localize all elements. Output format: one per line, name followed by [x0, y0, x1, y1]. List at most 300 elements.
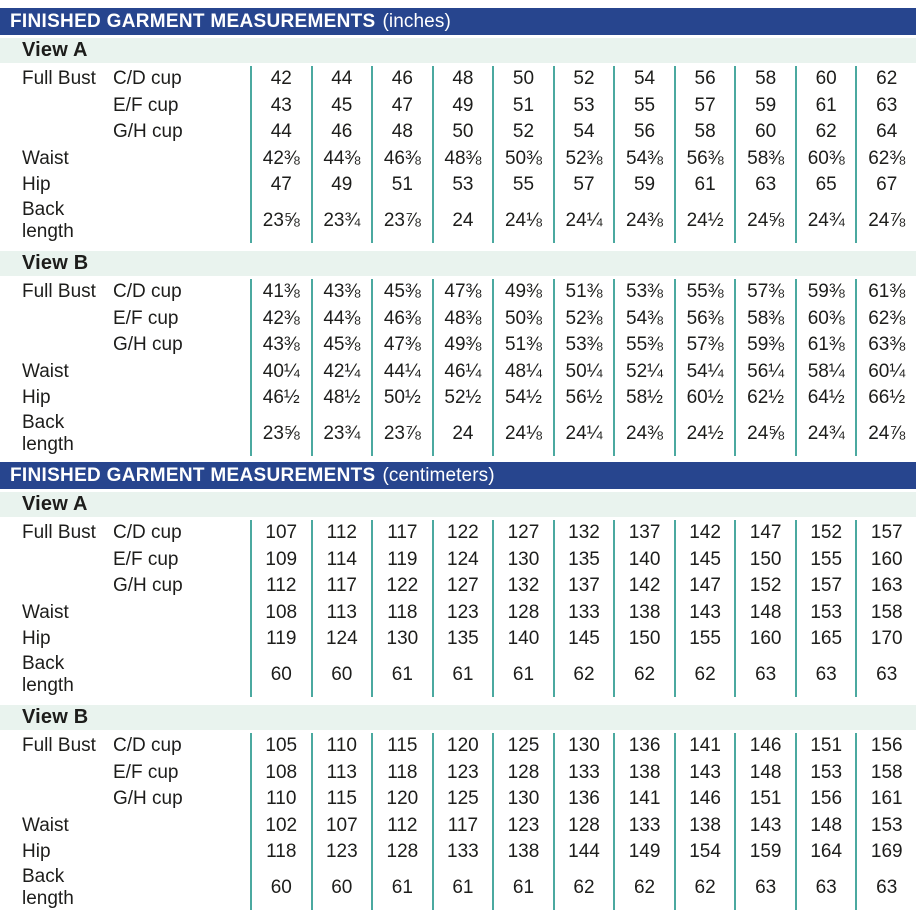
measurement-value: 56½: [553, 385, 614, 412]
row-label: [0, 760, 113, 787]
table-row: [0, 332, 916, 359]
table-row: [0, 865, 916, 909]
measurement-value: 127: [432, 573, 493, 600]
measurement-value: 23¾: [311, 412, 372, 456]
measurement-value: 62: [553, 866, 614, 910]
measurement-value: 47⅜: [371, 332, 432, 359]
measurement-value: 62: [674, 866, 735, 910]
table-row: [0, 733, 916, 760]
measurement-value: 141: [674, 733, 735, 760]
table-row: [0, 839, 916, 866]
section-title: FINISHED GARMENT MEASUREMENTS: [10, 464, 376, 486]
measurement-value: 107: [250, 520, 311, 547]
measurement-value: 62: [674, 653, 735, 697]
measurement-value: 61: [371, 653, 432, 697]
measurement-value: 56¼: [734, 359, 795, 386]
measurement-value: 55: [613, 93, 674, 120]
measurement-value: 61: [492, 653, 553, 697]
section-views: [0, 492, 916, 909]
row-sublabel: [113, 626, 250, 653]
measurement-value: 24¼: [553, 199, 614, 243]
measurement-value: 140: [613, 547, 674, 574]
measurement-value: 152: [795, 520, 856, 547]
measurement-value: 128: [492, 760, 553, 787]
section-title: FINISHED GARMENT MEASUREMENTS: [10, 10, 376, 32]
measurement-value: 160: [734, 626, 795, 653]
table-row: [0, 600, 916, 627]
measurement-value: 51: [371, 172, 432, 199]
measurement-value: 48: [432, 66, 493, 93]
measurement-value: 163: [855, 573, 916, 600]
measurement-value: 51: [492, 93, 553, 120]
row-sublabel: [113, 172, 250, 199]
measurement-value: 119: [250, 626, 311, 653]
measurement-value: 108: [250, 760, 311, 787]
measurement-value: 130: [492, 786, 553, 813]
measurement-value: 24⅞: [855, 412, 916, 456]
measurement-value: 41⅜: [250, 279, 311, 306]
measurement-value: 156: [855, 733, 916, 760]
measurement-value: 60: [250, 653, 311, 697]
measurement-value: 151: [734, 786, 795, 813]
row-label: Hip: [22, 174, 51, 196]
measurement-value: 55⅜: [613, 332, 674, 359]
measurement-value: 63: [734, 866, 795, 910]
measurement-value: 60⅜: [795, 306, 856, 333]
measurement-value: 50⅜: [492, 306, 553, 333]
measurement-value: 161: [855, 786, 916, 813]
measurement-value: 118: [371, 600, 432, 627]
row-label: Back length: [22, 865, 74, 909]
measurement-value: 117: [311, 573, 372, 600]
measurement-value: 24⅜: [613, 412, 674, 456]
row-label: Full Bust: [22, 281, 96, 303]
measurement-value: 128: [553, 813, 614, 840]
row-sublabel: C/D cup: [113, 522, 182, 544]
measurement-value: 24: [432, 412, 493, 456]
measurement-value: 52: [492, 119, 553, 146]
measurement-value: 63: [855, 866, 916, 910]
measurement-value: 115: [371, 733, 432, 760]
measurement-value: 63: [795, 653, 856, 697]
measurement-value: 130: [371, 626, 432, 653]
table-row: [0, 359, 916, 386]
measurement-value: 120: [371, 786, 432, 813]
measurement-value: 24¼: [553, 412, 614, 456]
measurement-value: 156: [795, 786, 856, 813]
row-label: Hip: [22, 628, 51, 650]
measurement-value: 56: [613, 119, 674, 146]
measurement-value: 128: [371, 839, 432, 866]
measurement-value: 60½: [674, 385, 735, 412]
measurement-value: 49⅜: [492, 279, 553, 306]
measurement-value: 64½: [795, 385, 856, 412]
measurement-value: 59⅜: [795, 279, 856, 306]
measurement-value: 158: [855, 760, 916, 787]
measurement-value: 132: [492, 573, 553, 600]
measurement-value: 60: [734, 119, 795, 146]
table-row: [0, 786, 916, 813]
measurement-value: 44¼: [371, 359, 432, 386]
measurement-value: 157: [795, 573, 856, 600]
measurement-value: 112: [250, 573, 311, 600]
measurement-value: 135: [432, 626, 493, 653]
measurement-value: 147: [734, 520, 795, 547]
measurement-value: 43⅜: [311, 279, 372, 306]
table-row: [0, 306, 916, 333]
row-label: Back length: [22, 198, 74, 242]
row-sublabel: G/H cup: [113, 121, 183, 143]
measurement-value: 54: [553, 119, 614, 146]
measurement-value: 56: [674, 66, 735, 93]
measurement-value: 155: [795, 547, 856, 574]
measurement-value: 124: [311, 626, 372, 653]
row-label: [0, 573, 113, 600]
measurement-value: 57: [674, 93, 735, 120]
section-views: [0, 38, 916, 455]
measurement-value: 112: [311, 520, 372, 547]
measurement-value: 133: [553, 600, 614, 627]
measurement-value: 153: [795, 760, 856, 787]
measurement-value: 59: [613, 172, 674, 199]
measurement-value: 45: [311, 93, 372, 120]
measurement-value: 124: [432, 547, 493, 574]
measurement-value: 50⅜: [492, 146, 553, 173]
section-unit-label: (inches): [382, 10, 451, 32]
measurement-value: 57⅜: [734, 279, 795, 306]
measurement-value: 63: [734, 172, 795, 199]
measurement-value: 153: [795, 600, 856, 627]
measurement-value: 115: [311, 786, 372, 813]
measurement-value: 44⅜: [311, 306, 372, 333]
measurement-value: 24⅛: [492, 412, 553, 456]
measurement-value: 158: [855, 600, 916, 627]
measurement-value: 140: [492, 626, 553, 653]
measurement-value: 117: [371, 520, 432, 547]
row-sublabel: [113, 146, 250, 173]
measurement-value: 123: [311, 839, 372, 866]
measurement-value: 55⅜: [674, 279, 735, 306]
measurement-value: 45⅜: [311, 332, 372, 359]
measurement-value: 125: [492, 733, 553, 760]
measurement-value: 54⅜: [613, 146, 674, 173]
table-row: [0, 520, 916, 547]
measurement-value: 60: [795, 66, 856, 93]
measurement-value: 150: [613, 626, 674, 653]
measurement-value: 59: [734, 93, 795, 120]
measurement-value: 122: [371, 573, 432, 600]
row-label: Waist: [22, 147, 69, 169]
row-label: Full Bust: [22, 735, 96, 757]
row-sublabel: [113, 385, 250, 412]
measurement-value: 160: [855, 547, 916, 574]
measurement-value: 58½: [613, 385, 674, 412]
measurement-value: 66½: [855, 385, 916, 412]
measurement-value: 62½: [734, 385, 795, 412]
measurement-value: 109: [250, 547, 311, 574]
measurement-value: 118: [371, 760, 432, 787]
measurement-value: 48⅜: [432, 306, 493, 333]
measurement-value: 164: [795, 839, 856, 866]
row-sublabel: [113, 866, 250, 910]
row-sublabel: [113, 839, 250, 866]
measurement-value: 122: [432, 520, 493, 547]
measurement-value: 152: [734, 573, 795, 600]
measurement-value: 42: [250, 66, 311, 93]
table-row: [0, 385, 916, 412]
measurement-value: 42¼: [311, 359, 372, 386]
measurement-table: [0, 276, 916, 455]
measurement-value: 56⅜: [674, 146, 735, 173]
measurement-value: 64: [855, 119, 916, 146]
measurement-value: 43: [250, 93, 311, 120]
table-row: [0, 172, 916, 199]
measurement-value: 150: [734, 547, 795, 574]
measurement-value: 62: [795, 119, 856, 146]
measurement-value: 117: [432, 813, 493, 840]
row-sublabel: [113, 813, 250, 840]
measurement-value: 58: [734, 66, 795, 93]
measurement-value: 52: [553, 66, 614, 93]
table-row: [0, 411, 916, 455]
measurement-value: 23¾: [311, 199, 372, 243]
measurement-value: 24⅞: [855, 199, 916, 243]
view-label: View B: [22, 252, 89, 274]
row-sublabel: [113, 600, 250, 627]
measurement-value: 23⅝: [250, 412, 311, 456]
measurement-value: 24¾: [795, 412, 856, 456]
measurement-value: 130: [553, 733, 614, 760]
measurement-value: 149: [613, 839, 674, 866]
row-label: Hip: [22, 387, 51, 409]
measurement-value: 44: [250, 119, 311, 146]
row-label: Full Bust: [22, 522, 96, 544]
measurement-value: 24⅝: [734, 199, 795, 243]
measurement-value: 44⅜: [311, 146, 372, 173]
table-row: [0, 547, 916, 574]
row-label: Waist: [22, 601, 69, 623]
row-label: Hip: [22, 841, 51, 863]
measurement-value: 58: [674, 119, 735, 146]
measurement-value: 61: [371, 866, 432, 910]
measurement-value: 61: [674, 172, 735, 199]
row-sublabel: E/F cup: [113, 761, 179, 783]
measurement-value: 50: [432, 119, 493, 146]
measurement-value: 143: [674, 760, 735, 787]
measurement-value: 62: [855, 66, 916, 93]
measurement-value: 170: [855, 626, 916, 653]
row-label: Waist: [22, 360, 69, 382]
measurement-value: 125: [432, 786, 493, 813]
measurement-value: 107: [311, 813, 372, 840]
measurement-value: 56⅜: [674, 306, 735, 333]
measurement-value: 49: [311, 172, 372, 199]
measurement-value: 63: [795, 866, 856, 910]
measurement-table: [0, 63, 916, 242]
measurement-value: 142: [674, 520, 735, 547]
measurement-value: 123: [432, 760, 493, 787]
measurement-value: 123: [492, 813, 553, 840]
measurement-value: 145: [553, 626, 614, 653]
measurement-value: 42⅜: [250, 146, 311, 173]
measurement-value: 57: [553, 172, 614, 199]
measurement-value: 46: [371, 66, 432, 93]
measurement-value: 52¼: [613, 359, 674, 386]
measurement-value: 49: [432, 93, 493, 120]
table-row: [0, 760, 916, 787]
measurement-value: 23⅞: [371, 199, 432, 243]
measurement-value: 60⅜: [795, 146, 856, 173]
measurement-value: 61: [795, 93, 856, 120]
measurement-value: 110: [311, 733, 372, 760]
measurement-value: 24⅛: [492, 199, 553, 243]
row-sublabel: [113, 653, 250, 697]
view-label: View B: [22, 706, 89, 728]
section-header-bar: [0, 462, 916, 489]
measurement-value: 63⅜: [855, 332, 916, 359]
row-sublabel: G/H cup: [113, 575, 183, 597]
row-label: [0, 306, 113, 333]
measurement-value: 143: [674, 600, 735, 627]
table-row: [0, 198, 916, 242]
measurement-table: [0, 730, 916, 909]
measurement-value: 62: [613, 653, 674, 697]
measurement-value: 62⅜: [855, 306, 916, 333]
measurement-value: 112: [371, 813, 432, 840]
measurement-value: 148: [734, 600, 795, 627]
measurement-value: 59⅜: [734, 332, 795, 359]
measurement-value: 165: [795, 626, 856, 653]
measurement-value: 133: [613, 813, 674, 840]
measurement-value: 151: [795, 733, 856, 760]
row-label: [0, 119, 113, 146]
table-row: [0, 573, 916, 600]
measurement-value: 113: [311, 760, 372, 787]
measurement-value: 49⅜: [432, 332, 493, 359]
measurement-value: 148: [734, 760, 795, 787]
measurement-value: 113: [311, 600, 372, 627]
measurement-value: 146: [674, 786, 735, 813]
measurement-value: 48¼: [492, 359, 553, 386]
measurement-value: 53⅜: [553, 332, 614, 359]
measurement-value: 57⅜: [674, 332, 735, 359]
measurement-value: 52½: [432, 385, 493, 412]
measurement-table: [0, 517, 916, 696]
view-label-bar: [0, 705, 916, 730]
measurement-value: 141: [613, 786, 674, 813]
view-block: [0, 38, 916, 242]
view-block: [0, 705, 916, 909]
measurement-value: 46⅜: [371, 146, 432, 173]
measurement-value: 24½: [674, 199, 735, 243]
measurement-value: 60: [250, 866, 311, 910]
measurement-value: 135: [553, 547, 614, 574]
measurement-value: 60: [311, 653, 372, 697]
measurement-value: 63: [734, 653, 795, 697]
row-label: [0, 547, 113, 574]
measurement-value: 120: [432, 733, 493, 760]
measurement-value: 45⅜: [371, 279, 432, 306]
row-label: Back length: [22, 411, 74, 455]
measurement-value: 123: [432, 600, 493, 627]
measurement-value: 52⅜: [553, 306, 614, 333]
measurement-value: 138: [492, 839, 553, 866]
measurement-value: 105: [250, 733, 311, 760]
measurement-value: 133: [432, 839, 493, 866]
measurement-value: 54: [613, 66, 674, 93]
measurement-value: 159: [734, 839, 795, 866]
measurement-value: 143: [734, 813, 795, 840]
row-label: Full Bust: [22, 68, 96, 90]
row-sublabel: [113, 199, 250, 243]
measurement-value: 61⅜: [855, 279, 916, 306]
measurement-value: 53: [553, 93, 614, 120]
view-block: [0, 251, 916, 455]
measurement-value: 63: [855, 653, 916, 697]
measurement-value: 137: [553, 573, 614, 600]
measurement-value: 127: [492, 520, 553, 547]
measurement-value: 44: [311, 66, 372, 93]
row-sublabel: E/F cup: [113, 548, 179, 570]
measurement-value: 48½: [311, 385, 372, 412]
measurement-value: 118: [250, 839, 311, 866]
measurement-value: 169: [855, 839, 916, 866]
measurement-value: 58¼: [795, 359, 856, 386]
measurement-value: 146: [734, 733, 795, 760]
row-sublabel: E/F cup: [113, 307, 179, 329]
measurement-value: 128: [492, 600, 553, 627]
row-label: [0, 93, 113, 120]
measurement-value: 130: [492, 547, 553, 574]
measurement-value: 42⅜: [250, 306, 311, 333]
table-row: [0, 813, 916, 840]
measurement-value: 142: [613, 573, 674, 600]
measurement-section: [0, 8, 916, 455]
measurement-value: 50¼: [553, 359, 614, 386]
measurement-value: 61: [432, 653, 493, 697]
measurement-value: 62: [553, 653, 614, 697]
measurement-value: 155: [674, 626, 735, 653]
measurement-value: 108: [250, 600, 311, 627]
measurement-value: 51⅜: [492, 332, 553, 359]
measurement-value: 48: [371, 119, 432, 146]
measurement-value: 132: [553, 520, 614, 547]
table-row: [0, 652, 916, 696]
measurement-section: [0, 462, 916, 909]
table-row: [0, 146, 916, 173]
measurement-value: 47: [250, 172, 311, 199]
measurement-value: 24: [432, 199, 493, 243]
measurement-value: 114: [311, 547, 372, 574]
measurement-value: 133: [553, 760, 614, 787]
measurement-value: 136: [613, 733, 674, 760]
row-label: Waist: [22, 814, 69, 836]
measurement-value: 60¼: [855, 359, 916, 386]
measurement-value: 147: [674, 573, 735, 600]
measurement-value: 51⅜: [553, 279, 614, 306]
measurement-value: 50½: [371, 385, 432, 412]
view-label-bar: [0, 38, 916, 63]
measurement-value: 24½: [674, 412, 735, 456]
measurement-value: 62⅜: [855, 146, 916, 173]
measurement-value: 138: [613, 600, 674, 627]
measurement-value: 145: [674, 547, 735, 574]
view-label-bar: [0, 251, 916, 276]
measurement-value: 24⅜: [613, 199, 674, 243]
measurement-value: 52⅜: [553, 146, 614, 173]
measurement-value: 65: [795, 172, 856, 199]
measurement-value: 63: [855, 93, 916, 120]
